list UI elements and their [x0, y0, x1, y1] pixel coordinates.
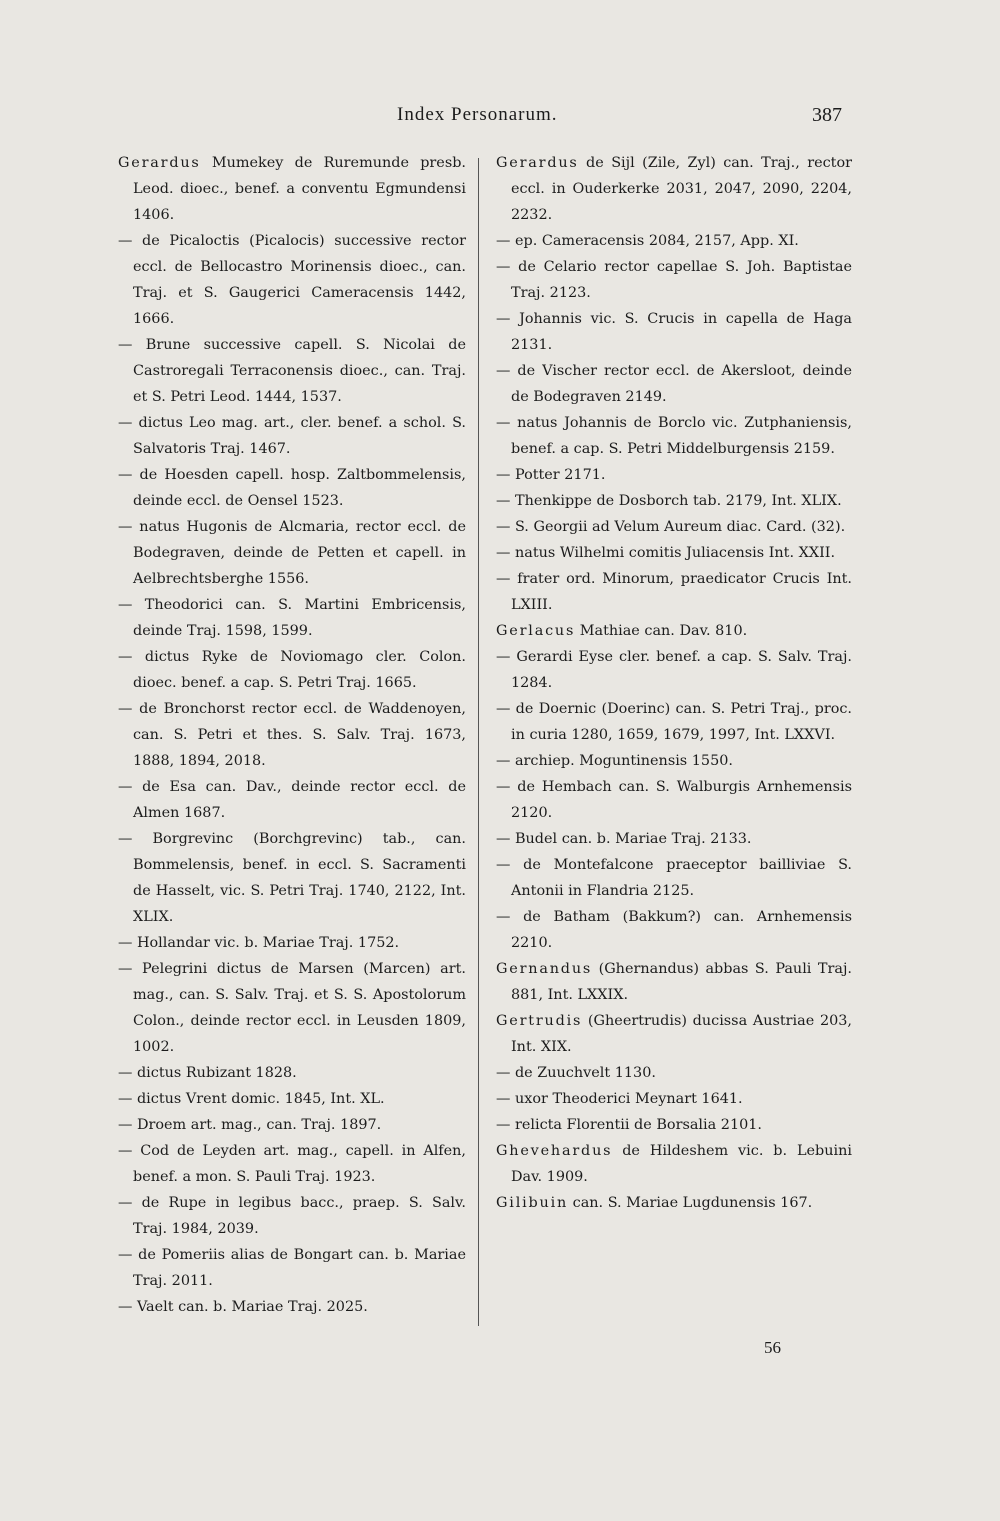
index-entry: [118, 462, 466, 514]
entry-text: — Droem art. mag., can. Traj. 1897.: [118, 1117, 382, 1133]
index-entry: [496, 774, 852, 826]
index-entry: [496, 618, 852, 644]
entry-text: de Hildeshem vic. b. Lebuini Dav. 1909.: [511, 1143, 852, 1185]
index-entry: [496, 540, 852, 566]
index-entry: [496, 566, 852, 618]
index-entry: [496, 306, 852, 358]
entry-headword: Gerardus: [118, 155, 201, 171]
index-entry: [118, 592, 466, 644]
entry-text: — Brune successive capell. S. Nicolai de Castroregali Terraconensis dioec., can. Traj. et S. Petri Leod. 1444, 1537.: [118, 337, 466, 405]
entry-text: — relicta Florentii de Borsalia 2101.: [496, 1117, 762, 1133]
index-entry: [118, 1086, 466, 1112]
index-entry: [118, 774, 466, 826]
entry-text: — frater ord. Minorum, praedicator Crucis Int. LXIII.: [496, 571, 852, 613]
signature-mark: 56: [764, 1338, 781, 1357]
entry-text: — Thenkippe de Dosborch tab. 2179, Int. XLIX.: [496, 493, 842, 509]
left-column: [118, 150, 466, 1320]
entry-text: — de Celario rector capellae S. Joh. Baptistae Traj. 2123.: [496, 259, 852, 301]
index-entry: [118, 644, 466, 696]
index-entry: [496, 514, 852, 540]
index-entry: [496, 358, 852, 410]
index-entry: [496, 410, 852, 462]
entry-headword: Gernandus: [496, 961, 593, 977]
entry-text: — de Hoesden capell. hosp. Zaltbommelensis, deinde eccl. de Oensel 1523.: [118, 467, 466, 509]
index-entry: [496, 696, 852, 748]
index-entry: [496, 254, 852, 306]
index-entry: [496, 462, 852, 488]
entry-text: — S. Georgii ad Velum Aureum diac. Card. (32).: [496, 519, 846, 535]
entry-text: — ep. Cameracensis 2084, 2157, App. XI.: [496, 233, 799, 249]
entry-text: — de Zuuchvelt 1130.: [496, 1065, 656, 1081]
entry-text: — Johannis vic. S. Crucis in capella de Haga 2131.: [496, 311, 852, 353]
index-entry: [496, 488, 852, 514]
entry-text: — Cod de Leyden art. mag., capell. in Alfen, benef. a mon. S. Pauli Traj. 1923.: [118, 1143, 466, 1185]
entry-text: — Pelegrini dictus de Marsen (Marcen) art. mag., can. S. Salv. Traj. et S. S. Apostolorum Colon., deinde rector eccl. in Leusden 1809, 1002.: [118, 961, 466, 1055]
entry-text: — dictus Vrent domic. 1845, Int. XL.: [118, 1091, 385, 1107]
entry-text: — natus Johannis de Borclo vic. Zutphaniensis, benef. a cap. S. Petri Middelburgensis 2159.: [496, 415, 852, 457]
entry-text: — archiep. Moguntinensis 1550.: [496, 753, 733, 769]
entry-headword: Gilibuin: [496, 1195, 569, 1211]
entry-text: — de Montefalcone praeceptor bailliviae S. Antonii in Flandria 2125.: [496, 857, 852, 899]
entry-text: — de Bronchorst rector eccl. de Waddenoyen, can. S. Petri et thes. S. Salv. Traj. 1673, 1888, 1894, 2018.: [118, 701, 466, 769]
index-entry: [118, 1112, 466, 1138]
entry-text: — Gerardi Eyse cler. benef. a cap. S. Salv. Traj. 1284.: [496, 649, 852, 691]
index-entry: [496, 1112, 852, 1138]
entry-text: — Potter 2171.: [496, 467, 606, 483]
running-head: Index Personarum.: [397, 104, 558, 125]
entry-text: can. S. Mariae Lugdunensis 167.: [568, 1195, 813, 1211]
index-entry: [118, 150, 466, 228]
right-column: [496, 150, 852, 1216]
entry-text: — uxor Theoderici Meynart 1641.: [496, 1091, 743, 1107]
entry-text: — de Batham (Bakkum?) can. Arnhemensis 2210.: [496, 909, 852, 951]
entry-text: — de Rupe in legibus bacc., praep. S. Salv. Traj. 1984, 2039.: [118, 1195, 466, 1237]
page-number: 387: [812, 104, 842, 126]
index-entry: [496, 1086, 852, 1112]
entry-text: (Ghernandus) abbas S. Pauli Traj. 881, Int. LXXIX.: [511, 961, 852, 1003]
entry-text: — dictus Rubizant 1828.: [118, 1065, 297, 1081]
entry-text: — Hollandar vic. b. Mariae Traj. 1752.: [118, 935, 400, 951]
entry-text: — Vaelt can. b. Mariae Traj. 2025.: [118, 1299, 368, 1315]
index-entry: [496, 1060, 852, 1086]
entry-text: — dictus Ryke de Noviomago cler. Colon. dioec. benef. a cap. S. Petri Traj. 1665.: [118, 649, 466, 691]
entry-text: — Budel can. b. Mariae Traj. 2133.: [496, 831, 752, 847]
index-entry: [496, 748, 852, 774]
entry-text: de Sijl (Zile, Zyl) can. Traj., rector eccl. in Ouderkerke 2031, 2047, 2090, 2204, 2232.: [511, 155, 852, 223]
column-divider: [478, 158, 479, 1326]
index-entry: [496, 826, 852, 852]
entry-text: — natus Hugonis de Alcmaria, rector eccl. de Bodegraven, deinde de Petten et capell. in Aelbrechtsberghe 1556.: [118, 519, 466, 587]
entry-text: — de Hembach can. S. Walburgis Arnhemensis 2120.: [496, 779, 852, 821]
index-entry: [118, 956, 466, 1060]
index-entry: [118, 1060, 466, 1086]
index-entry: [118, 1190, 466, 1242]
entry-text: Mathiae can. Dav. 810.: [575, 623, 748, 639]
index-entry: [118, 826, 466, 930]
index-entry: [118, 1242, 466, 1294]
index-entry: [118, 930, 466, 956]
index-entry: [118, 332, 466, 410]
entry-text: Mumekey de Ruremunde presb. Leod. dioec., benef. a conventu Egmundensi 1406.: [133, 155, 466, 223]
index-entry: [496, 852, 852, 904]
index-entry: [118, 1294, 466, 1320]
entry-text: — Theodorici can. S. Martini Embricensis, deinde Traj. 1598, 1599.: [118, 597, 466, 639]
entry-headword: Gerlacus: [496, 623, 576, 639]
index-entry: [496, 228, 852, 254]
entry-headword: Gerardus: [496, 155, 579, 171]
index-entry: [118, 1138, 466, 1190]
index-entry: [118, 410, 466, 462]
entry-text: — Borgrevinc (Borchgrevinc) tab., can. Bommelensis, benef. in eccl. S. Sacramenti de Hasselt, vic. S. Petri Traj. 1740, 2122, Int. XLIX.: [118, 831, 466, 925]
entry-text: — de Pomeriis alias de Bongart can. b. Mariae Traj. 2011.: [118, 1247, 466, 1289]
index-entry: [496, 644, 852, 696]
index-entry: [118, 696, 466, 774]
index-entry: [496, 1190, 852, 1216]
index-entry: [496, 1138, 852, 1190]
entry-text: — de Esa can. Dav., deinde rector eccl. de Almen 1687.: [118, 779, 466, 821]
entry-text: — natus Wilhelmi comitis Juliacensis Int. XXII.: [496, 545, 836, 561]
index-entry: [496, 150, 852, 228]
entry-headword: Gertrudis: [496, 1013, 583, 1029]
entry-text: — de Picaloctis (Picalocis) successive rector eccl. de Bellocastro Morinensis dioec., can. Traj. et S. Gaugerici Cameracensis 1442, 1666.: [118, 233, 466, 327]
index-entry: [118, 514, 466, 592]
index-entry: [496, 956, 852, 1008]
entry-text: — dictus Leo mag. art., cler. benef. a schol. S. Salvatoris Traj. 1467.: [118, 415, 466, 457]
entry-text: (Gheertrudis) ducissa Austriae 203, Int. XIX.: [511, 1013, 852, 1055]
index-entry: [496, 904, 852, 956]
entry-text: — de Doernic (Doerinc) can. S. Petri Traj., proc. in curia 1280, 1659, 1679, 1997, Int. LXXVI.: [496, 701, 852, 743]
entry-text: — de Vischer rector eccl. de Akersloot, deinde de Bodegraven 2149.: [496, 363, 852, 405]
index-entry: [118, 228, 466, 332]
index-entry: [496, 1008, 852, 1060]
entry-headword: Ghevehardus: [496, 1143, 613, 1159]
